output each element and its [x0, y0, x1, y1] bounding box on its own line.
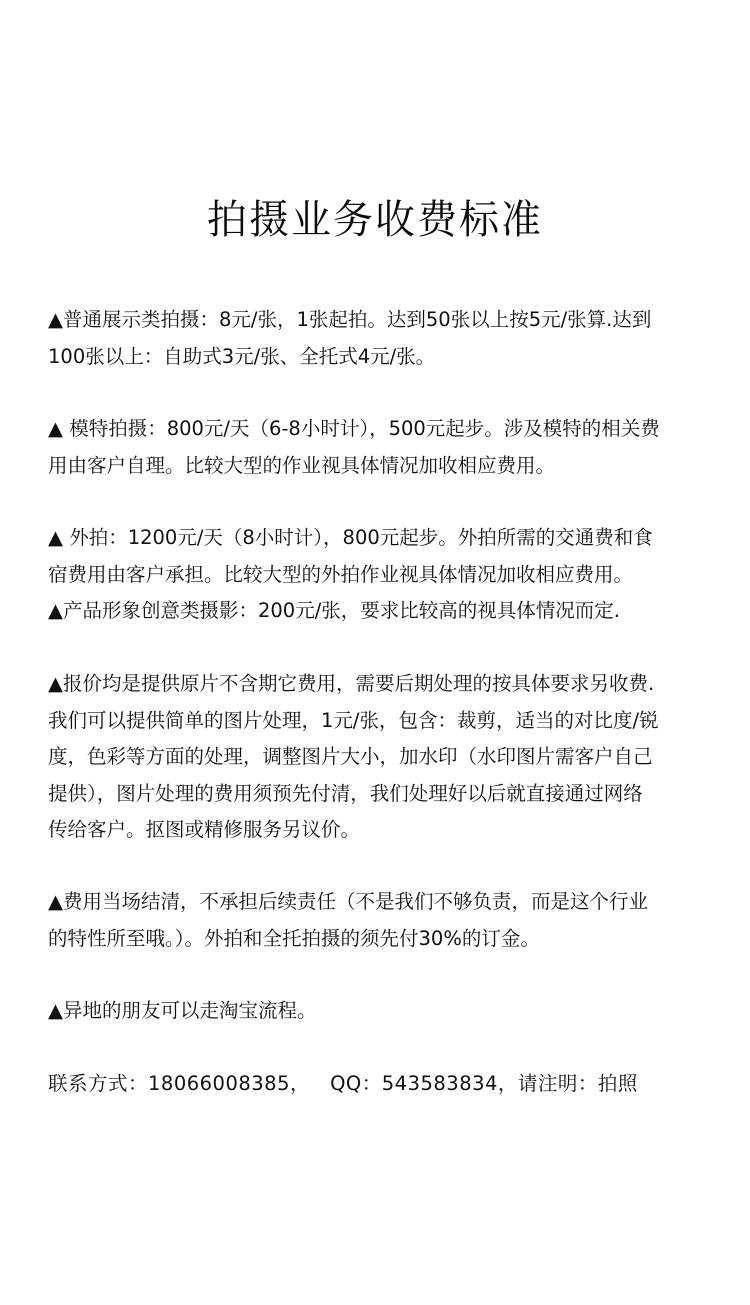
paragraph-line: ▲产品形象创意类摄影：200元/张，要求比较高的视具体情况而定. — [48, 599, 620, 622]
paragraph-model-shooting — [48, 411, 708, 484]
paragraph-line: 100张以上：自助式3元/张、全托式4元/张。 — [48, 344, 436, 368]
paragraph-line: ▲报价均是提供原片不含期它费用，需要后期处理的按具体要求另收费. — [48, 672, 655, 695]
paragraph-basic-shooting — [48, 302, 708, 375]
paragraph-line: ▲普通展示类拍摄：8元/张，1张起拍。达到50张以上按5元/张算.达到 — [48, 308, 652, 331]
page-title: 拍摄业务收费标准 — [207, 197, 543, 243]
contact-info — [48, 1066, 708, 1103]
paragraph-line: ▲ 外拍：1200元/天（8小时计），800元起步。外拍所需的交通费和食 — [48, 526, 653, 549]
paragraph-line: 用由客户自理。比较大型的作业视具体情况加收相应费用。 — [48, 453, 556, 477]
paragraph-remote-clients — [48, 993, 708, 1030]
paragraph-line: 度，色彩等方面的处理，调整图片大小，加水印（水印图片需客户自己 — [48, 745, 653, 768]
paragraph-line: 宿费用由客户承担。比较大型的外拍作业视具体情况加收相应费用。 — [48, 562, 634, 586]
paragraph-post-processing — [48, 666, 708, 849]
paragraph-line: 我们可以提供简单的图片处理，1元/张，包含：裁剪，适当的对比度/锐 — [48, 708, 659, 732]
paragraph-line: 传给客户。抠图或精修服务另议价。 — [48, 818, 361, 841]
paragraph-outdoor-shooting — [48, 520, 708, 630]
paragraph-line: ▲异地的朋友可以走淘宝流程。 — [48, 999, 317, 1022]
paragraph-line: 提供），图片处理的费用须预先付清，我们处理好以后就直接通过网络 — [48, 781, 643, 805]
contact-line: 联系方式：18066008385， QQ：543583834，请注明：拍照 — [48, 1072, 638, 1095]
paragraph-line: ▲ 模特拍摄：800元/天（6-8小时计），500元起步。涉及模特的相关费 — [48, 417, 660, 440]
paragraph-line: 的特性所至哦。）。外拍和全托拍摄的须先付30%的订金。 — [48, 926, 540, 950]
paragraph-line: ▲费用当场结清，不承担后续责任（不是我们不够负责，而是这个行业 — [48, 890, 648, 913]
paragraph-payment-terms — [48, 884, 708, 957]
